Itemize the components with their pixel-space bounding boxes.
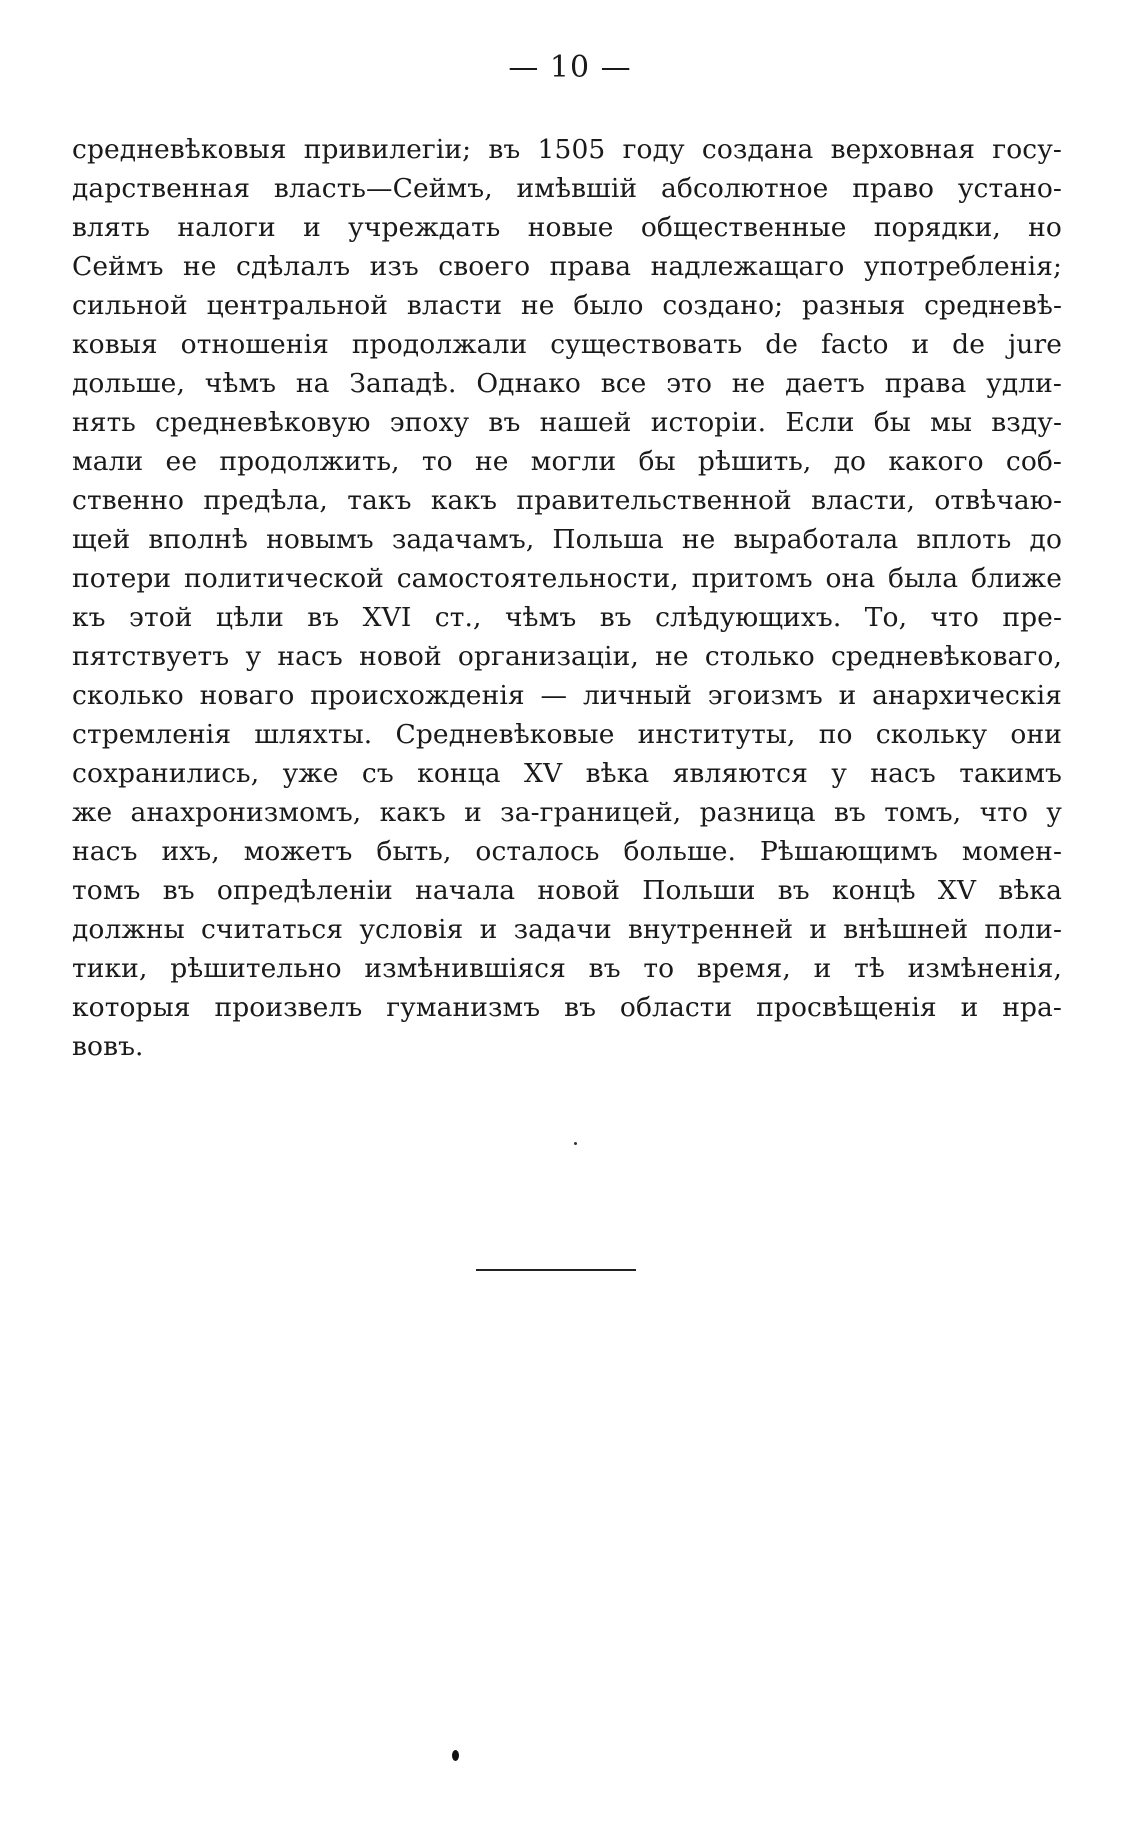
text-line: Сеймъ не сдѣлалъ изъ своего права надлежащаго употребленія;	[72, 251, 1062, 282]
text-line: сколько новаго происхожденія — личный эгоизмъ и анархическія	[72, 680, 1062, 711]
text-line: должны считаться условія и задачи внутренней и внѣшней поли-	[72, 914, 1062, 945]
text-line: томъ въ опредѣленіи начала новой Польши въ концѣ XV вѣка	[72, 875, 1062, 906]
text-line: же анахронизмомъ, какъ и за-границей, разница въ томъ, что у	[72, 797, 1062, 828]
text-line: сохранились, уже съ конца XV вѣка являются у насъ такимъ	[72, 758, 1062, 789]
ink-speck	[452, 1750, 459, 1761]
body-paragraph	[72, 130, 1062, 1066]
text-line: дарственная власть—Сеймъ, имѣвшій абсолютное право устано-	[72, 173, 1062, 204]
text-line: стремленія шляхты. Средневѣковые институты, по скольку они	[72, 719, 1062, 750]
text-line: мали ее продолжить, то не могли бы рѣшить, до какого соб-	[72, 446, 1062, 477]
text-line: пятствуетъ у насъ новой организаціи, не столько средневѣковаго,	[72, 641, 1062, 672]
ink-speck	[574, 1142, 577, 1145]
text-line: потери политической самостоятельности, притомъ она была ближе	[72, 563, 1062, 594]
text-line: тики, рѣшительно измѣнившіяся въ то время, и тѣ измѣненія,	[72, 953, 1062, 984]
text-line: ственно предѣла, такъ какъ правительственной власти, отвѣчаю-	[72, 485, 1062, 516]
text-line: сильной центральной власти не было создано; разныя средневѣ-	[72, 290, 1062, 321]
text-line: къ этой цѣли въ XVI ст., чѣмъ въ слѣдующихъ. То, что пре-	[72, 602, 1062, 633]
text-line: нять средневѣковую эпоху въ нашей исторіи. Если бы мы взду-	[72, 407, 1062, 438]
text-line: щей вполнѣ новымъ задачамъ, Польша не выработала вплоть до	[72, 524, 1062, 555]
text-line: которыя произвелъ гуманизмъ въ области просвѣщенія и нра-	[72, 992, 1062, 1023]
page-number: — 10 —	[508, 50, 632, 85]
text-line: влять налоги и учреждать новые общественные порядки, но	[72, 212, 1062, 243]
text-line: ковыя отношенія продолжали существовать de facto и de jure	[72, 329, 1062, 360]
text-line: дольше, чѣмъ на Западѣ. Однако все это не даетъ права удли-	[72, 368, 1062, 399]
text-line-last: вовъ.	[72, 1031, 144, 1062]
text-line: насъ ихъ, можетъ быть, осталось больше. Рѣшающимъ момен-	[72, 836, 1062, 867]
text-line: средневѣковыя привилегіи; въ 1505 году создана верховная госу-	[72, 134, 1062, 165]
end-rule-divider	[476, 1269, 636, 1271]
